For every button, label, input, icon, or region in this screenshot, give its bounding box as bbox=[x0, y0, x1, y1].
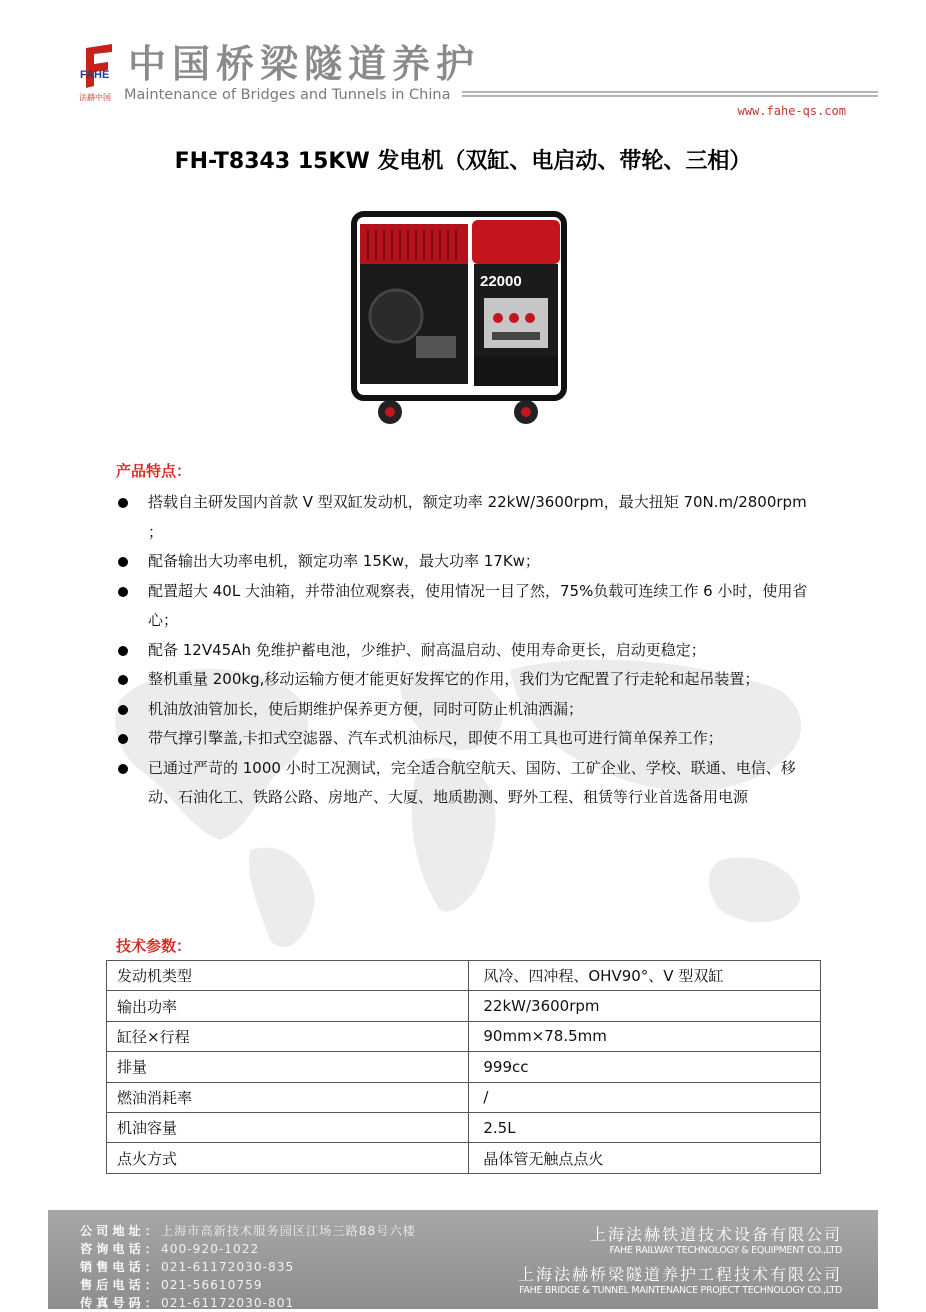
fahe-logo bbox=[78, 42, 120, 104]
logo-text: FAHE bbox=[80, 69, 110, 81]
bullet-icon bbox=[118, 646, 128, 656]
brand-name-en: Maintenance of Bridges and Tunnels in China bbox=[124, 87, 451, 103]
spec-value: 晶体管无触点点火 bbox=[469, 1143, 821, 1173]
panel-label: 22000 bbox=[480, 273, 522, 290]
header-rule bbox=[462, 91, 878, 101]
contact-block bbox=[80, 1222, 416, 1312]
bullet-icon bbox=[118, 557, 128, 567]
spec-label: 输出功率 bbox=[107, 991, 469, 1021]
website-url: www.fahe-qs.com bbox=[737, 104, 846, 118]
spec-value: 2.5L bbox=[469, 1112, 821, 1142]
bullet-icon bbox=[118, 734, 128, 744]
spec-value: 90mm×78.5mm bbox=[469, 1021, 821, 1051]
brand-name-cn: 中国桥梁隧道养护 bbox=[128, 42, 481, 86]
table-row bbox=[107, 1021, 821, 1051]
contact-address: 公司地址：上海市高新技术服务园区江场三路88号六楼 bbox=[80, 1224, 416, 1238]
list-item: 整机重量 200kg,移动运输方便才能更好发挥它的作用，我们为它配置了行走轮和起吊装置； bbox=[114, 665, 818, 695]
table-row bbox=[107, 961, 821, 991]
table-row bbox=[107, 1052, 821, 1082]
list-item: 带气撑引擎盖,卡扣式空滤器、汽车式机油标尺，即使不用工具也可进行简单保养工作； bbox=[114, 724, 818, 754]
bullet-icon bbox=[118, 498, 128, 508]
features-heading: 产品特点： bbox=[116, 462, 192, 480]
table-row bbox=[107, 1082, 821, 1112]
page-title: FH-T8343 15KW 发电机（双缸、电启动、带轮、三相） bbox=[174, 149, 752, 174]
features-list bbox=[114, 488, 818, 813]
footer bbox=[48, 1210, 878, 1309]
list-item: 配备 12V45Ah 免维护蓄电池，少维护、耐高温启动、使用寿命更长，启动更稳定； bbox=[114, 636, 818, 666]
bullet-icon bbox=[118, 587, 128, 597]
generator-product-image bbox=[346, 206, 572, 432]
contact-sales-phone: 销售电话：021-61172030-835 bbox=[80, 1260, 295, 1274]
specs-heading: 技术参数： bbox=[116, 937, 192, 955]
list-item: 配置超大 40L 大油箱，并带油位观察表，使用情况一目了然，75%负载可连续工作 6 小时，使用省心； bbox=[114, 577, 818, 636]
specs-table bbox=[106, 960, 821, 1174]
table-row bbox=[107, 1143, 821, 1173]
contact-consult-phone: 咨询电话：400-920-1022 bbox=[80, 1242, 260, 1256]
list-item: 搭载自主研发国内首款 V 型双缸发动机，额定功率 22kW/3600rpm，最大扭矩 70N.m/2800rpm ； bbox=[114, 488, 818, 547]
table-row bbox=[107, 991, 821, 1021]
contact-fax: 传真号码：021-61172030-801 bbox=[80, 1296, 295, 1310]
spec-label: 机油容量 bbox=[107, 1112, 469, 1142]
spec-value: 22kW/3600rpm bbox=[469, 991, 821, 1021]
bullet-icon bbox=[118, 705, 128, 715]
list-item: 已通过严苛的 1000 小时工况测试，完全适合航空航天、国防、工矿企业、学校、联通、电信、移动、石油化工、铁路公路、房地产、大厦、地质勘测、野外工程、租赁等行业首选备用电源 bbox=[114, 754, 818, 813]
list-item: 机油放油管加长，使后期维护保养更方便，同时可防止机油洒漏； bbox=[114, 695, 818, 725]
spec-value: / bbox=[469, 1082, 821, 1112]
table-row bbox=[107, 1112, 821, 1142]
spec-value: 999cc bbox=[469, 1052, 821, 1082]
company-railway: 上海法赫铁道技术设备有限公司 FAHE RAILWAY TECHNOLOGY & EQUIPMENT CO.,LTD bbox=[589, 1225, 842, 1256]
bullet-icon bbox=[118, 675, 128, 685]
spec-label: 点火方式 bbox=[107, 1143, 469, 1173]
spec-label: 排量 bbox=[107, 1052, 469, 1082]
contact-aftersales-phone: 售后电话：021-56610759 bbox=[80, 1278, 263, 1292]
bullet-icon bbox=[118, 764, 128, 774]
spec-value: 风冷、四冲程、OHV90°、V 型双缸 bbox=[469, 961, 821, 991]
spec-label: 缸径×行程 bbox=[107, 1021, 469, 1051]
spec-label: 燃油消耗率 bbox=[107, 1082, 469, 1112]
company-bridge-tunnel: 上海法赫桥梁隧道养护工程技术有限公司 FAHE BRIDGE & TUNNEL MAINTENANCE PROJECT TECHNOLOGY CO.,LTD bbox=[517, 1265, 842, 1296]
spec-label: 发动机类型 bbox=[107, 961, 469, 991]
logo-subtext: 法赫中国 bbox=[79, 93, 111, 102]
list-item: 配备输出大功率电机，额定功率 15Kw，最大功率 17Kw； bbox=[114, 547, 818, 577]
